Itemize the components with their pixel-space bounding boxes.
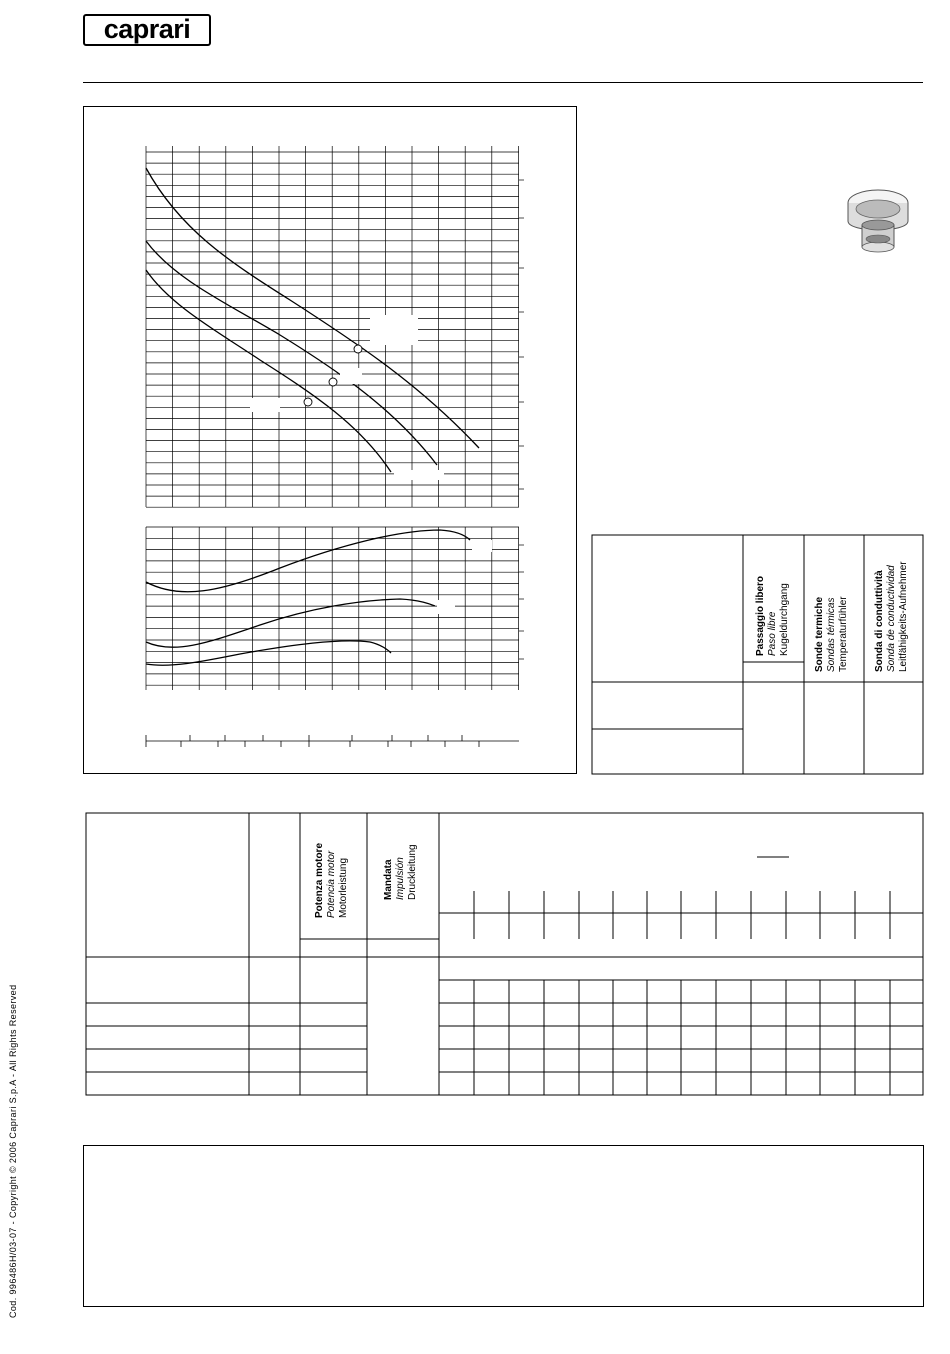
col-plain-label: Motorleistung xyxy=(338,857,349,918)
caprari-logo: caprari xyxy=(83,14,211,46)
col-bold-label: Potenza motore xyxy=(314,842,325,918)
col-bold-label: Sonda di conduttività xyxy=(874,570,885,672)
col-plain-label: Leitfähigkeits-Aufnehmer xyxy=(898,561,909,672)
col-bold-label: Passaggio libero xyxy=(755,575,766,656)
col-plain-label: Kugeldurchgang xyxy=(779,583,790,656)
col-italic-label: Sondas térmicas xyxy=(826,597,837,672)
col-passaggio-libero xyxy=(755,576,791,656)
col-italic-label: Paso libre xyxy=(767,611,778,656)
impeller-image xyxy=(840,185,924,265)
col-italic-label: Impulsión xyxy=(395,857,406,900)
performance-curves-frame xyxy=(83,106,577,774)
col-plain-label: Temperaturfühler xyxy=(838,596,849,672)
col-italic-label: Sonda de conductividad xyxy=(886,565,897,672)
col-bold-label: Sonde termiche xyxy=(814,596,825,672)
col-potenza-motore xyxy=(314,843,350,918)
document-code-copyright: Cod. 996486H/03-07 - Copyright © 2006 Caprari S.p.A - All Rights Reserved xyxy=(8,984,18,1318)
col-mandata xyxy=(383,844,419,900)
col-bold-label: Mandata xyxy=(383,859,394,900)
col-sonde-termiche xyxy=(814,596,850,672)
header-rule xyxy=(83,82,923,83)
col-sonda-conduttivita xyxy=(874,561,910,672)
notes-box xyxy=(83,1145,924,1307)
col-plain-label: Druckleitung xyxy=(407,844,418,900)
col-italic-label: Potencia motor xyxy=(326,850,337,918)
